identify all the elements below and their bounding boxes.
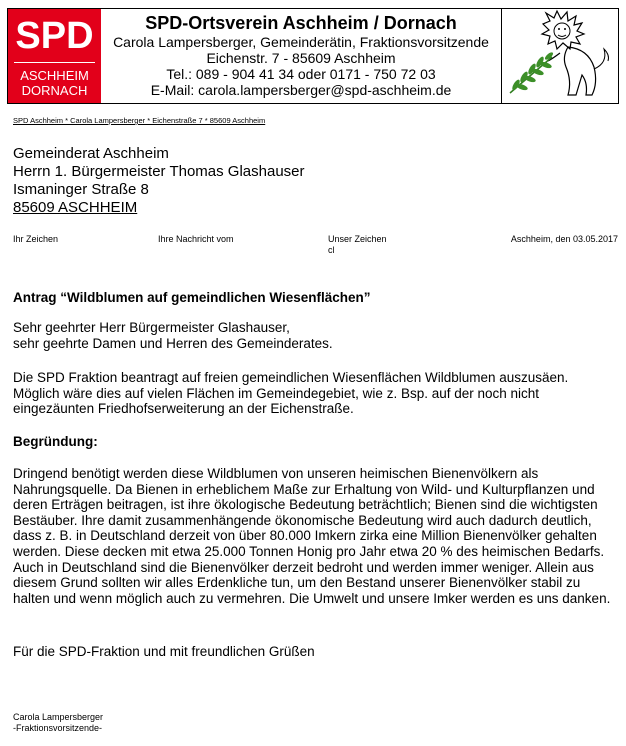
recipient-line: Ismaninger Straße 8 [13, 181, 149, 198]
logo-brand: SPD [15, 15, 94, 57]
recipient-line: Herrn 1. Bürgermeister Thomas Glashauser [13, 163, 305, 180]
logo-line-2: DORNACH [21, 83, 88, 98]
recipient-line: Gemeinderat Aschheim [13, 145, 169, 162]
sender-line-text: SPD Aschheim * Carola Lampersberger * Eichenstraße 7 * 85609 Aschheim [13, 116, 266, 125]
sender-line [13, 116, 265, 125]
request-paragraph: Die SPD Fraktion beantragt auf freien gemeindlichen Wiesenflächen Wildblumen auszusäen. Möglich wäre dies auf vielen Flächen im Gemeindegebiet, wie z. Bsp. auf der noch nicht eingezäunten Friedhofserweiterung an der Eichenstraße. [13, 370, 569, 417]
logo-line-1: ASCHHEIM [20, 68, 89, 83]
logo-divider [14, 62, 95, 63]
greeting [13, 320, 618, 351]
lion-drawing [502, 9, 617, 101]
signature-name: Carola Lampersberger [13, 712, 104, 722]
reason-heading: Begründung: [13, 434, 98, 449]
letterhead-line: E-Mail: carola.lampersberger@spd-aschheim.de [150, 82, 452, 98]
recipient-city: 85609 ASCHHEIM [13, 199, 138, 216]
greeting-line: Sehr geehrter Herr Bürgermeister Glashauser, [13, 320, 290, 335]
letterhead-line: Tel.: 089 - 904 41 34 oder 0171 - 750 72 03 [166, 66, 436, 82]
closing-line: Für die SPD-Fraktion und mit freundlichen Grüßen [13, 644, 315, 659]
letterhead-line: Carola Lampersberger, Gemeinderätin, Fraktionsvorsitzende [113, 34, 489, 50]
spd-logo [8, 9, 101, 103]
letterhead-line: Eichenstr. 7 - 85609 Aschheim [206, 50, 396, 66]
signature-role: -Fraktionsvorsitzende- [13, 723, 103, 733]
lion-with-branch-icon [501, 9, 618, 103]
subject-line: Antrag “Wildblumen auf gemeindlichen Wiesenflächen” [13, 290, 371, 305]
greeting-line: sehr geehrte Damen und Herren des Gemeinderates. [13, 335, 333, 351]
recipient-address [13, 145, 305, 217]
ref-ihr-zeichen: Ihr Zeichen [13, 234, 59, 244]
ref-ihre-nachricht: Ihre Nachricht vom [158, 234, 234, 244]
place-date: Aschheim, den 03.05.2017 [510, 234, 618, 244]
letterhead-title: SPD-Ortsverein Aschheim / Dornach [145, 13, 457, 33]
ref-unser-zeichen [328, 234, 387, 256]
reason-paragraph: Dringend benötigt werden diese Wildblumen von unseren heimischen Bienenvölkern als Nahrungsquelle. Da Bienen in erheblichem Maße zur Erhaltung von Wild- und Kulturpflanzen und deren Erträgen beitragen, ist ihre ökologische Bedeutung beträchtlich; Bienen sind die wichtigsten Bestäuber. Ihre damit zusammenhängende ökonomische Bedeutung wird auch dadurch deutlich, dass z. B. in Deutschland derzeit von über 80.000 Imkern zirka eine Million Bienenvölker gehalten werden. Diese decken mit etwa 25.000 Tonnen Honig pro Jahr etwa 20 % des heimischen Bedarfs. Auch in Deutschland sind die Bienenvölker derzeit bedroht und werden immer weniger. Allein aus diesem Grund sollten wir alles Erdenkliche tun, um den Bestand unserer Bienenvölker stabil zu halten und wenn möglich auch zu vermehren. Die Umwelt und unsere Imker werden es uns danken. [13, 466, 611, 606]
letterhead [7, 8, 619, 104]
letterhead-text [101, 9, 501, 103]
signature-block [13, 712, 103, 734]
ref-unser-zeichen-value: cl [328, 245, 335, 255]
ref-unser-zeichen-label: Unser Zeichen [328, 234, 387, 244]
